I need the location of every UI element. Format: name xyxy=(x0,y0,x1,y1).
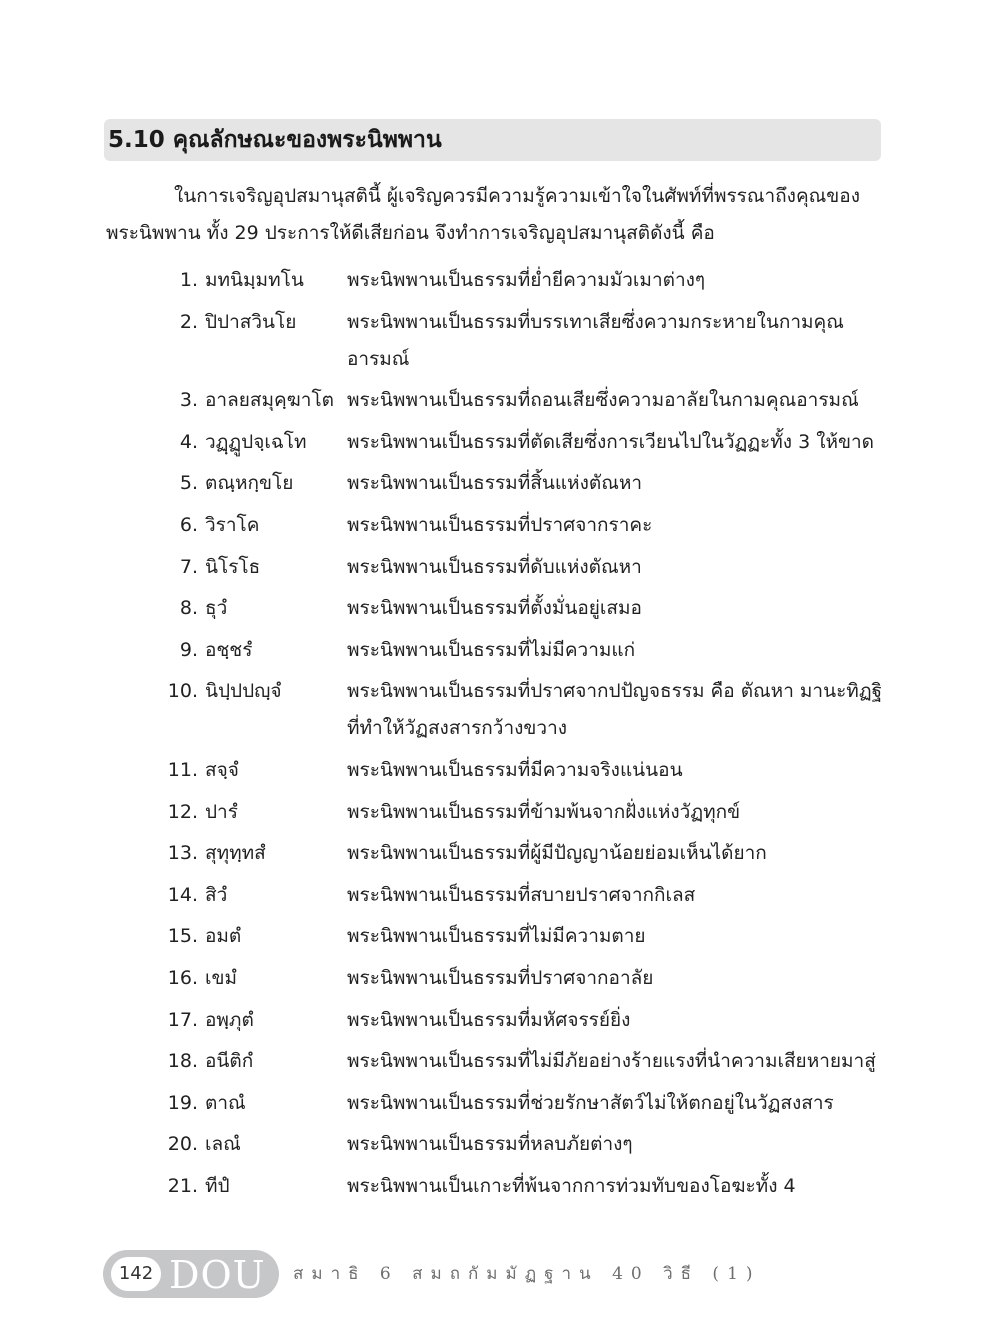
item-number: 10. xyxy=(167,680,198,703)
item-number: 21. xyxy=(167,1174,198,1197)
page-footer xyxy=(103,1250,903,1300)
list-item xyxy=(0,1002,1000,1039)
item-term: วิราโค xyxy=(205,513,260,536)
item-term: อพฺภุตํ xyxy=(205,1008,254,1031)
item-number: 19. xyxy=(167,1091,198,1114)
item-number: 4. xyxy=(179,430,198,453)
list-item xyxy=(0,960,1000,997)
item-term: เลณํ xyxy=(205,1133,241,1156)
list-item xyxy=(0,590,1000,627)
item-number: 9. xyxy=(179,638,198,661)
item-number: 1. xyxy=(179,269,198,291)
item-term: เขมํ xyxy=(205,966,238,989)
nibbana-qualities-list xyxy=(0,262,1000,1209)
list-item xyxy=(0,304,1000,378)
item-term: สจฺจํ xyxy=(205,758,239,781)
item-description: พระนิพพานเป็นธรรมที่ปราศจากอาลัย xyxy=(347,966,654,989)
item-term: ตาณํ xyxy=(205,1091,246,1114)
item-description: พระนิพพานเป็นธรรมที่ช่วยรักษาสัตว์ไม่ให้ตกอยู่ในวัฏสงสาร xyxy=(347,1091,834,1114)
item-term: อชฺชรํ xyxy=(205,638,253,661)
list-item xyxy=(0,465,1000,502)
item-number: 18. xyxy=(167,1050,198,1073)
item-description: พระนิพพานเป็นธรรมที่มหัศจรรย์ยิ่ง xyxy=(347,1008,631,1031)
list-item xyxy=(0,877,1000,914)
footer-brand-pill xyxy=(103,1250,279,1298)
item-term: ปารํ xyxy=(205,800,238,823)
item-description: พระนิพพานเป็นธรรมที่ไม่มีความแก่ xyxy=(347,638,636,661)
item-term: สิวํ xyxy=(205,883,228,906)
item-number: 15. xyxy=(167,925,198,948)
item-description: พระนิพพานเป็นธรรมที่สิ้นแห่งตัณหา xyxy=(347,472,643,495)
item-term: อาลยสมุคฺฆาโต xyxy=(205,389,335,412)
item-number: 2. xyxy=(179,310,198,333)
section-header-bar xyxy=(104,119,881,161)
list-item xyxy=(0,918,1000,955)
list-item xyxy=(0,262,1000,299)
list-item xyxy=(0,835,1000,872)
item-description: พระนิพพานเป็นเกาะที่พ้นจากการท่วมทับของโอฆะทั้ง 4 xyxy=(347,1174,796,1197)
item-term: สุทุทฺทสํ xyxy=(205,842,266,865)
item-term: ปิปาสวินโย xyxy=(205,310,297,333)
item-number: 13. xyxy=(167,842,198,865)
item-description: พระนิพพานเป็นธรรมที่ดับแห่งตัณหา xyxy=(347,555,642,578)
item-term: นิโรโธ xyxy=(205,555,261,578)
item-term: วฏฺฏูปจฺเฉโท xyxy=(205,430,307,453)
item-description: พระนิพพานเป็นธรรมที่มีความจริงแน่นอน xyxy=(347,758,683,781)
item-description: พระนิพพานเป็นธรรมที่ปราศจากราคะ xyxy=(347,513,653,536)
item-number: 8. xyxy=(179,597,198,620)
section-title: 5.10 คุณลักษณะของพระนิพพาน xyxy=(108,127,442,153)
item-number: 7. xyxy=(179,555,198,578)
list-item xyxy=(0,1085,1000,1122)
item-description: พระนิพพานเป็นธรรมที่ตั้งมั่นอยู่เสมอ xyxy=(347,597,642,620)
item-number: 6. xyxy=(179,513,198,536)
item-description: พระนิพพานเป็นธรรมที่ย่ำยีความมัวเมาต่างๆ xyxy=(347,269,706,291)
item-number: 5. xyxy=(179,472,198,495)
list-item xyxy=(0,382,1000,419)
item-number: 17. xyxy=(167,1008,198,1031)
item-number: 14. xyxy=(167,883,198,906)
list-item xyxy=(0,632,1000,669)
item-description: พระนิพพานเป็นธรรมที่หลบภัยต่างๆ xyxy=(347,1133,633,1156)
item-description: พระนิพพานเป็นธรรมที่ปราศจากปปัญจธรรม คือ ตัณหา มานะทิฏฐิ ที่ทำให้วัฏสงสารกว้างขวาง xyxy=(347,680,883,740)
brand-logo: DOU xyxy=(169,1253,266,1297)
item-term: ทีปํ xyxy=(205,1174,230,1197)
item-term: ตณฺหกฺขโย xyxy=(205,472,294,495)
item-number: 11. xyxy=(167,758,198,781)
item-description: พระนิพพานเป็นธรรมที่ข้ามพ้นจากฝั่งแห่งวัฏทุกข์ xyxy=(347,800,741,823)
item-term: มทนิมฺมทโน xyxy=(205,269,304,291)
list-item xyxy=(0,673,1000,747)
item-description: พระนิพพานเป็นธรรมที่บรรเทาเสียซึ่งความกระหายในกามคุณอารมณ์ xyxy=(347,310,844,370)
item-term: นิปฺปปญฺจํ xyxy=(205,680,282,703)
item-number: 3. xyxy=(179,389,198,412)
intro-paragraph xyxy=(106,178,882,252)
list-item xyxy=(0,1043,1000,1080)
intro-text: ในการเจริญอุปสมานุสตินี้ ผู้เจริญควรมีความรู้ความเข้าใจในศัพท์ที่พรรณาถึงคุณของพระนิพพาน ทั้ง 29 ประการให้ดีเสียก่อน จึงทำการเจริญอุปสมานุสติดังนี้ คือ xyxy=(106,185,860,244)
item-description: พระนิพพานเป็นธรรมที่ไม่มีความตาย xyxy=(347,925,646,948)
item-number: 20. xyxy=(167,1133,198,1156)
list-item xyxy=(0,507,1000,544)
item-description: พระนิพพานเป็นธรรมที่ผู้มีปัญญาน้อยย่อมเห็นได้ยาก xyxy=(347,842,767,865)
list-item xyxy=(0,1168,1000,1205)
item-number: 12. xyxy=(167,800,198,823)
list-item xyxy=(0,424,1000,461)
page-number: 142 xyxy=(111,1257,161,1291)
item-description: พระนิพพานเป็นธรรมที่ตัดเสียซึ่งการเวียนไปในวัฏฏะทั้ง 3 ให้ขาด xyxy=(347,430,874,453)
item-number: 16. xyxy=(167,966,198,989)
item-description: พระนิพพานเป็นธรรมที่ถอนเสียซึ่งความอาลัยในกามคุณอารมณ์ xyxy=(347,389,859,412)
book-title: สมาธิ 6 สมถกัมมัฏฐาน 40 วิธี (1) xyxy=(293,1264,761,1284)
list-item xyxy=(0,1126,1000,1163)
list-item xyxy=(0,752,1000,789)
item-term: ธุวํ xyxy=(205,597,228,620)
item-term: อมตํ xyxy=(205,925,242,948)
list-item xyxy=(0,794,1000,831)
item-term: อนีติกํ xyxy=(205,1050,254,1073)
item-description: พระนิพพานเป็นธรรมที่สบายปราศจากกิเลส xyxy=(347,883,696,906)
list-item xyxy=(0,549,1000,586)
item-description: พระนิพพานเป็นธรรมที่ไม่มีภัยอย่างร้ายแรงที่นำความเสียหายมาสู่ xyxy=(347,1050,876,1073)
